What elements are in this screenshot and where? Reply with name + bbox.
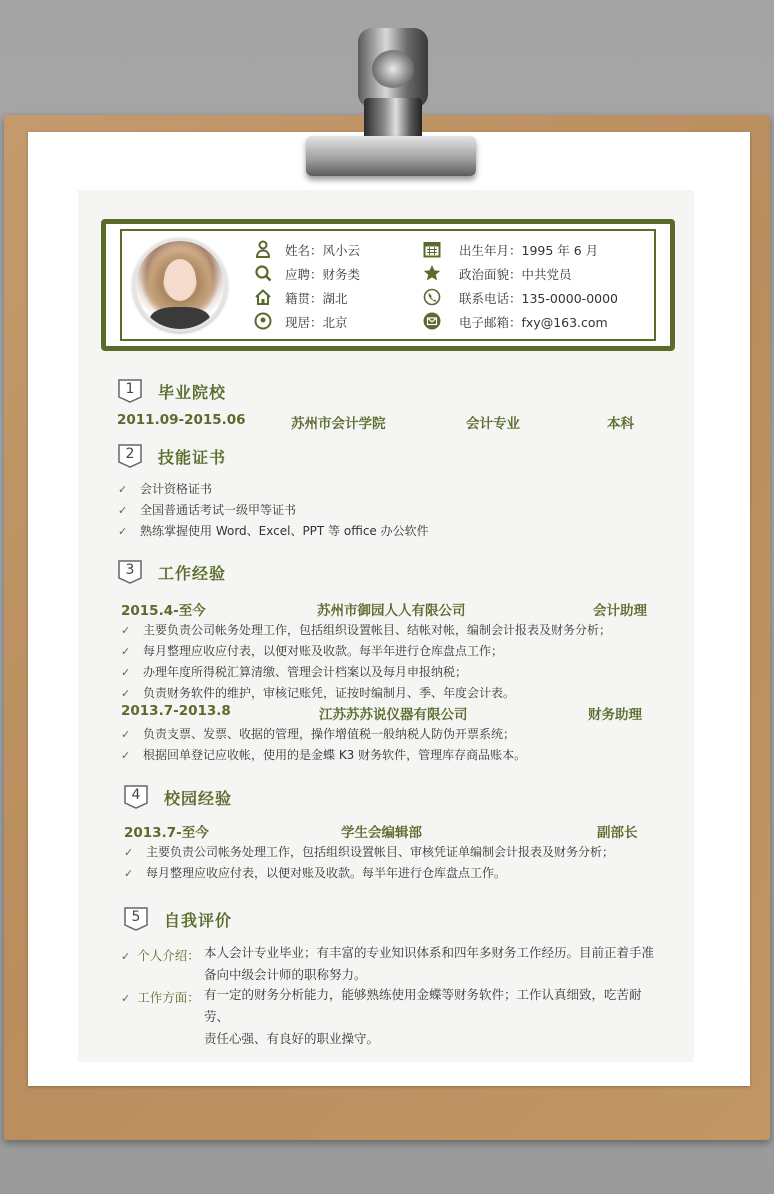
job-period: 2015.4-至今 — [121, 603, 206, 619]
section-skills-header — [118, 444, 318, 470]
section-title: 毕业院校 — [158, 383, 227, 402]
list-item: ✓ 每月整理应收应付表，以便对账及收款。每半年进行仓库盘点工作； — [121, 644, 504, 658]
check-icon: ✓ — [121, 728, 131, 741]
campus-org: 学生会编辑部 — [341, 825, 422, 841]
birth-field: 出生年月：1995 年 6 月 — [459, 243, 599, 258]
section-work-header — [118, 560, 318, 586]
email-field: 电子邮箱：fxy@163.com — [459, 315, 608, 330]
campus-role: 副部长 — [597, 825, 638, 841]
section-number-badge: 3 — [118, 560, 142, 584]
check-icon: ✓ — [121, 624, 131, 637]
check-icon: ✓ — [121, 749, 131, 762]
phone-icon — [423, 288, 441, 306]
job-company: 苏州市御园人人有限公司 — [317, 603, 466, 619]
check-icon: ✓ — [121, 687, 131, 700]
education-school: 苏州市会计学院 — [291, 416, 386, 432]
list-item: ✓ 熟练掌握使用 Word、Excel、PPT 等 office 办公软件 — [118, 524, 429, 538]
campus-period: 2013.7-至今 — [124, 825, 209, 841]
section-number-badge: 1 — [118, 379, 142, 403]
intro-text: 本人会计专业毕业；有丰富的专业知识体系和四年多财务工作经历。目前正着手准 备向中级会计师的职称努力。 — [204, 945, 655, 982]
check-icon: ✓ — [124, 867, 134, 880]
location-icon — [254, 312, 272, 330]
check-icon: ✓ — [121, 950, 138, 963]
list-item: ✓ 每月整理应收应付表，以便对账及收款。每半年进行仓库盘点工作。 — [124, 866, 507, 880]
section-number-badge: 2 — [118, 444, 142, 468]
check-icon: ✓ — [121, 992, 138, 1005]
education-degree: 本科 — [607, 416, 634, 432]
list-item: ✓ 办理年度所得税汇算清缴、管理会计档案以及每月申报纳税； — [121, 665, 468, 679]
job-role: 财务助理 — [588, 707, 642, 723]
section-number-badge: 4 — [124, 785, 148, 809]
section-title: 校园经验 — [164, 789, 233, 808]
list-item: ✓ 主要负责公司帐务处理工作，包括组织设置帐目、结帐对帐，编制会计报表及财务分析； — [121, 623, 612, 637]
list-item: ✓ 会计资格证书 — [118, 482, 213, 496]
home-icon — [254, 288, 272, 306]
check-icon: ✓ — [118, 525, 128, 538]
section-title: 自我评价 — [164, 911, 233, 930]
list-item: ✓ 负责财务软件的维护，审核记账凭，证按时编制月、季、年度会计表。 — [121, 686, 516, 700]
political-field: 政治面貌：中共党员 — [459, 267, 572, 282]
work-eval-label: ✓ 工作方面： — [121, 990, 200, 1005]
check-icon: ✓ — [118, 483, 128, 496]
education-major: 会计专业 — [466, 416, 520, 432]
check-icon: ✓ — [121, 666, 131, 679]
phone-field: 联系电话：135-0000-0000 — [459, 291, 619, 306]
apply-field: 应聘：财务类 — [285, 267, 361, 282]
calendar-icon — [423, 240, 441, 258]
section-self-header — [124, 907, 324, 933]
person-icon — [254, 240, 272, 258]
section-title: 技能证书 — [158, 448, 227, 467]
job-period: 2013.7-2013.8 — [121, 703, 231, 719]
section-campus-header — [124, 785, 324, 811]
work-eval-text: 有一定的财务分析能力，能够熟练使用金蝶等财务软件；工作认真细致，吃苦耐劳、 责任心强、有良好的职业操守。 — [204, 987, 642, 1046]
avatar — [133, 238, 227, 332]
residence-field: 现居：北京 — [285, 315, 348, 330]
list-item: ✓ 根据回单登记应收帐，使用的是金蝶 K3 财务软件，管理库存商品账本。 — [121, 748, 527, 762]
star-icon — [423, 264, 441, 282]
mail-icon — [423, 312, 441, 330]
name-field: 姓名：风小云 — [285, 243, 361, 258]
origin-field: 籍贯：湖北 — [285, 291, 348, 306]
search-icon — [254, 264, 272, 282]
intro-label: ✓ 个人介绍： — [121, 948, 200, 963]
check-icon: ✓ — [118, 504, 128, 517]
binder-clip-icon — [306, 28, 476, 178]
education-period: 2011.09-2015.06 — [117, 412, 246, 428]
section-title: 工作经验 — [158, 564, 227, 583]
section-education-header — [118, 379, 318, 405]
check-icon: ✓ — [124, 846, 134, 859]
list-item: ✓ 负责支票、发票、收据的管理，操作增值税一般纳税人防伪开票系统； — [121, 727, 516, 741]
section-number-badge: 5 — [124, 907, 148, 931]
job-company: 江苏苏苏说仪器有限公司 — [319, 707, 468, 723]
check-icon: ✓ — [121, 645, 131, 658]
list-item: ✓ 全国普通话考试一级甲等证书 — [118, 503, 297, 517]
list-item: ✓ 主要负责公司帐务处理工作，包括组织设置帐目、审核凭证单编制会计报表及财务分析； — [124, 845, 615, 859]
job-role: 会计助理 — [593, 603, 647, 619]
